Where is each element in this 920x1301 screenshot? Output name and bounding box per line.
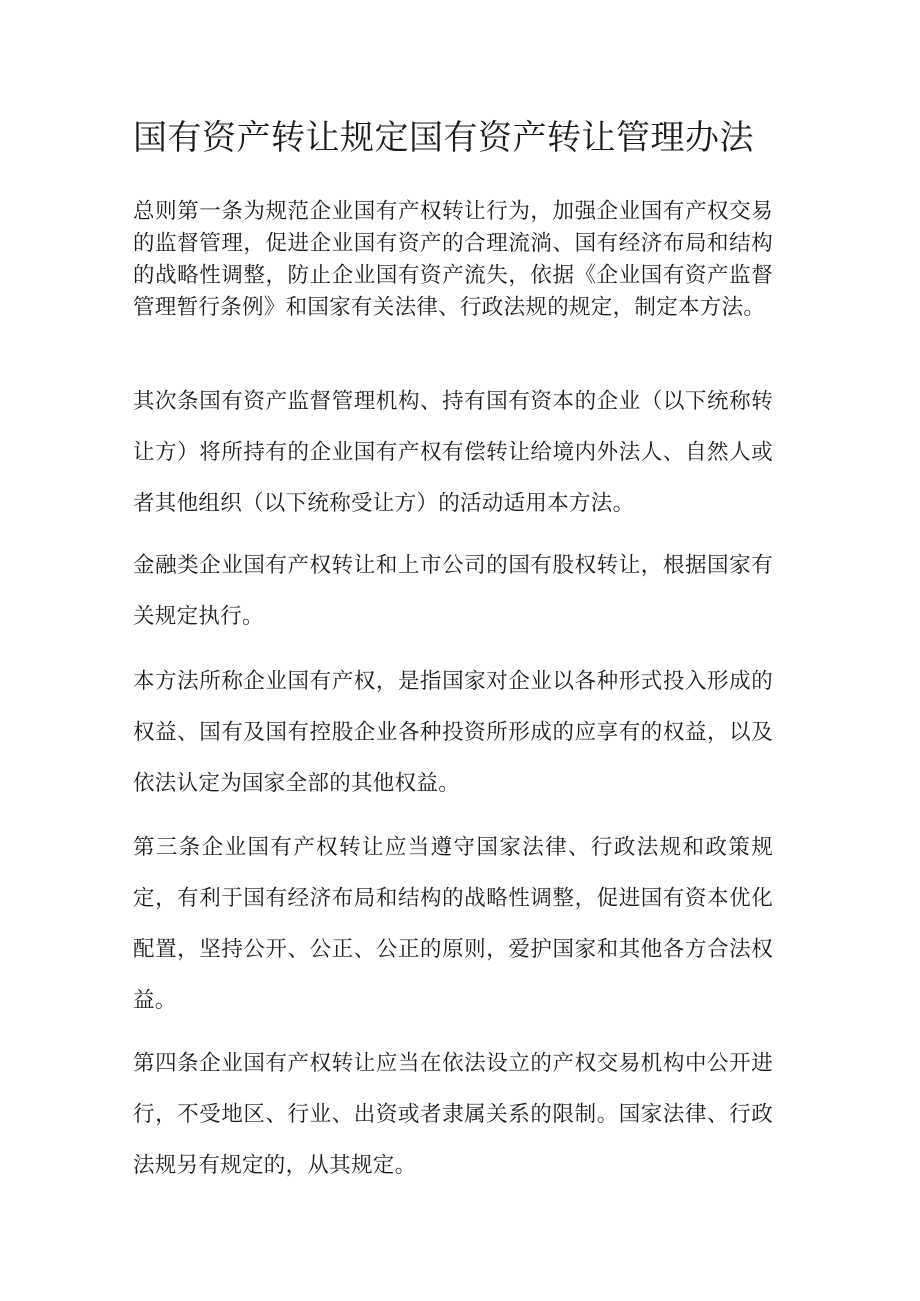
paragraph-article-4: 第四条企业国有产权转让应当在依法设立的产权交易机构中公开进行，不受地区、行业、出资或者隶属关系的限制。国家法律、行政法规另有规定的，从其规定。 [133,1051,773,1178]
paragraph-article-3: 第三条企业国有产权转让应当遵守国家法律、行政法规和政策规定，有利于国有经济布局和结构的战略性调整，促进国有资本优化配置，坚持公开、公正、公正的原则，爱护国家和其他各方合法权益。 [133,835,773,1013]
paragraph-general-article-1: 总则第一条为规范企业国有产权转让行为，加强企业国有产权交易的监督管理，促进企业国有资产的合理流淌、国有经济布局和结构的战略性调整，防止企业国有资产流失，依据《企业国有资产监督管理暂行条例》和国家有关法律、行政法规的规定，制定本方法。 [133,199,773,320]
paragraph-article-2: 其次条国有资产监督管理机构、持有国有资本的企业（以下统称转让方）将所持有的企业国有产权有偿转让给境内外法人、自然人或者其他组织（以下统称受让方）的活动适用本方法。 [133,389,773,516]
paragraph-definition: 本方法所称企业国有产权，是指国家对企业以各种形式投入形成的权益、国有及国有控股企业各种投资所形成的应享有的权益，以及依法认定为国家全部的其他权益。 [133,669,773,796]
paragraph-financial-enterprises: 金融类企业国有产权转让和上市公司的国有股权转让，根据国家有关规定执行。 [133,553,773,629]
document-title: 国有资产转让规定国有资产转让管理办法 [133,118,754,158]
